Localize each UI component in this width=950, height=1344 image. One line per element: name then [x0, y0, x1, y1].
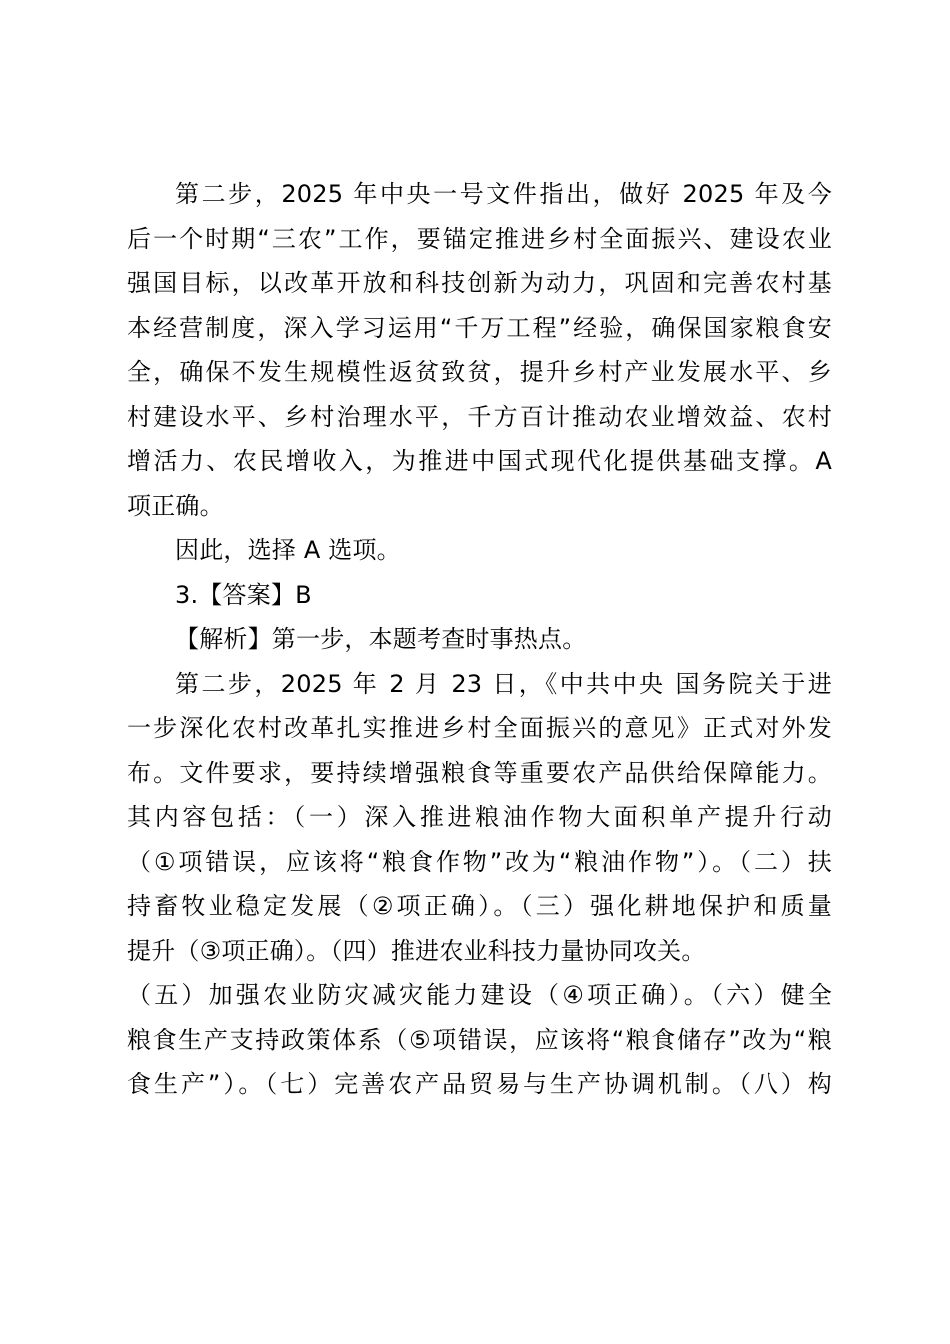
text-line: 食生产”）。（七）完善农产品贸易与生产协调机制。（八）构: [127, 1070, 832, 1098]
text-line: 持畜牧业稳定发展（②项正确）。（三）强化耕地保护和质量: [127, 892, 832, 920]
text-line: 其内容包括：（一）深入推进粮油作物大面积单产提升行动: [127, 803, 832, 831]
text-line: 一步深化农村改革扎实推进乡村全面振兴的意见》正式对外发: [127, 714, 832, 742]
text-line: 全，确保不发生规模性返贫致贫，提升乡村产业发展水平、乡: [127, 358, 832, 386]
text-line: 本经营制度，深入学习运用“千万工程”经验，确保国家粮食安: [127, 313, 832, 342]
text-line: 后一个时期“三农”工作，要锚定推进乡村全面振兴、建设农业: [127, 224, 832, 253]
text-line: 因此，选择 A 选项。: [175, 536, 401, 564]
text-line: 增活力、农民增收入，为推进中国式现代化提供基础支撑。A: [127, 447, 832, 475]
analysis-line: 【解析】第一步，本题考查时事热点。: [175, 625, 587, 653]
text-line: 提升（③项正确）。（四）推进农业科技力量协同攻关。: [127, 936, 706, 965]
text-line: 第二步，2025 年中央一号文件指出，做好 2025 年及今: [175, 180, 832, 208]
document-body: [127, 172, 832, 1107]
answer-line: 3.【答案】B: [175, 580, 312, 609]
text-line: （①项错误，应该将“粮食作物”改为“粮油作物”）。（二）扶: [127, 847, 832, 876]
text-line: 粮食生产支持政策体系（⑤项错误，应该将“粮食储存”改为“粮: [127, 1025, 832, 1054]
text-line: 村建设水平、乡村治理水平，千方百计推动农业增效益、农村: [127, 402, 832, 431]
text-line: 布。文件要求，要持续增强粮食等重要农产品供给保障能力。: [127, 758, 832, 787]
text-line: 项正确。: [127, 491, 224, 520]
text-line: 强国目标，以改革开放和科技创新为动力，巩固和完善农村基: [127, 269, 832, 297]
text-line: （五）加强农业防灾减灾能力建设（④项正确）。（六）健全: [127, 981, 832, 1009]
text-line: 第二步，2025 年 2 月 23 日，《中共中央 国务院关于进: [175, 669, 832, 698]
